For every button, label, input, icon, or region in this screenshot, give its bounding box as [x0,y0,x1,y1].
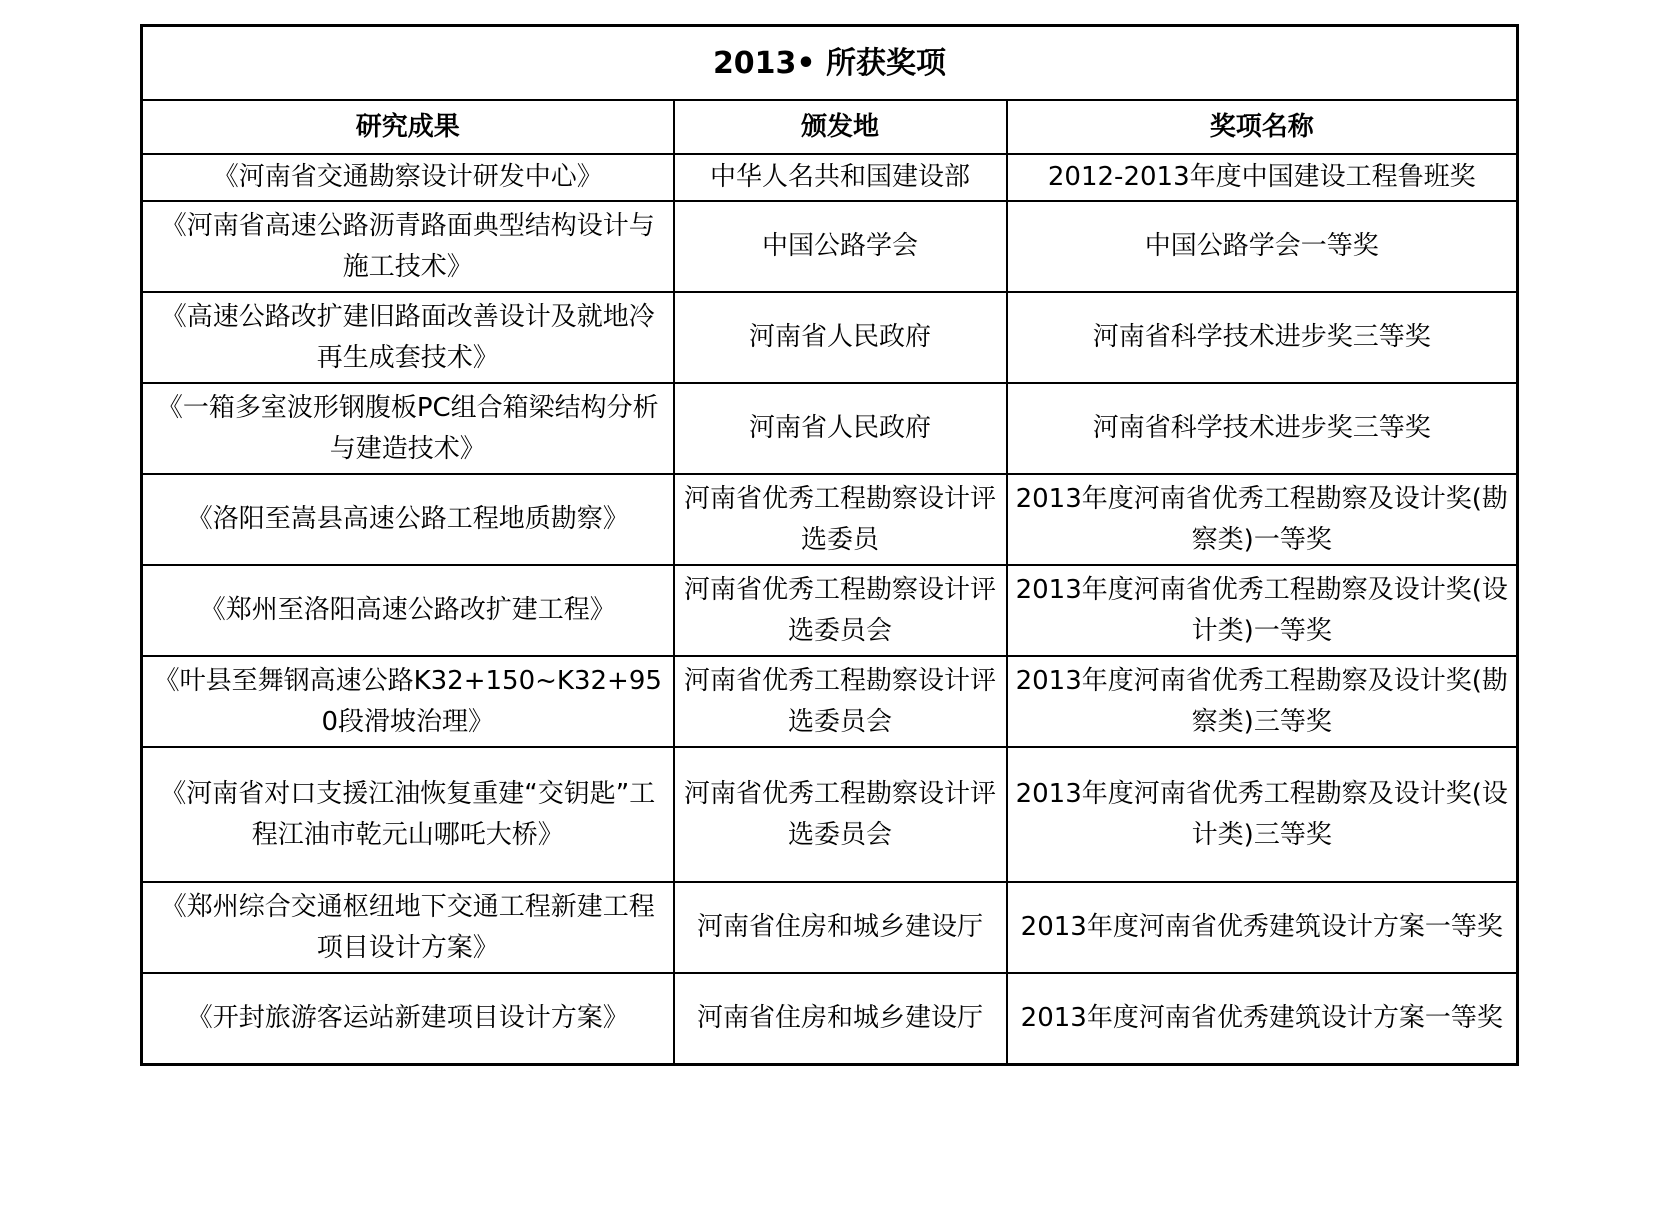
table-row [142,474,1518,565]
issuer-cell: 中国公路学会 [674,201,1007,292]
column-header-award: 奖项名称 [1007,100,1518,154]
achievement-cell: 《洛阳至嵩县高速公路工程地质勘察》 [142,474,674,565]
achievement-cell: 《郑州至洛阳高速公路改扩建工程》 [142,565,674,656]
table-row [142,747,1518,882]
award-cell: 2013年度河南省优秀建筑设计方案一等奖 [1007,973,1518,1065]
table-header-row [142,100,1518,154]
achievement-cell: 《一箱多室波形钢腹板PC组合箱梁结构分析与建造技术》 [142,383,674,474]
table-row [142,973,1518,1065]
award-cell: 河南省科学技术进步奖三等奖 [1007,383,1518,474]
award-cell: 2013年度河南省优秀工程勘察及设计奖(勘察类)三等奖 [1007,656,1518,747]
award-cell: 河南省科学技术进步奖三等奖 [1007,292,1518,383]
award-cell: 中国公路学会一等奖 [1007,201,1518,292]
achievement-cell: 《河南省交通勘察设计研发中心》 [142,154,674,201]
awards-table [140,24,1519,1066]
issuer-cell: 河南省人民政府 [674,383,1007,474]
table-row [142,154,1518,201]
issuer-cell: 河南省人民政府 [674,292,1007,383]
issuer-cell: 河南省住房和城乡建设厅 [674,882,1007,973]
award-cell: 2013年度河南省优秀建筑设计方案一等奖 [1007,882,1518,973]
issuer-cell: 河南省优秀工程勘察设计评选委员会 [674,747,1007,882]
issuer-cell: 河南省住房和城乡建设厅 [674,973,1007,1065]
award-cell: 2013年度河南省优秀工程勘察及设计奖(设计类)一等奖 [1007,565,1518,656]
award-cell: 2013年度河南省优秀工程勘察及设计奖(设计类)三等奖 [1007,747,1518,882]
table-title-row [142,26,1518,101]
achievement-cell: 《河南省对口支援江油恢复重建“交钥匙”工程江油市乾元山哪吒大桥》 [142,747,674,882]
column-header-issuer: 颁发地 [674,100,1007,154]
table-title: 2013• 所获奖项 [142,26,1518,101]
table-row [142,383,1518,474]
achievement-cell: 《河南省高速公路沥青路面典型结构设计与施工技术》 [142,201,674,292]
table-row [142,882,1518,973]
achievement-cell: 《郑州综合交通枢纽地下交通工程新建工程项目设计方案》 [142,882,674,973]
achievement-cell: 《叶县至舞钢高速公路K32+150~K32+950段滑坡治理》 [142,656,674,747]
issuer-cell: 河南省优秀工程勘察设计评选委员会 [674,565,1007,656]
issuer-cell: 河南省优秀工程勘察设计评选委员会 [674,656,1007,747]
achievement-cell: 《高速公路改扩建旧路面改善设计及就地冷再生成套技术》 [142,292,674,383]
table-row [142,292,1518,383]
award-cell: 2012-2013年度中国建设工程鲁班奖 [1007,154,1518,201]
table-row [142,565,1518,656]
table-row [142,201,1518,292]
issuer-cell: 中华人名共和国建设部 [674,154,1007,201]
award-cell: 2013年度河南省优秀工程勘察及设计奖(勘察类)一等奖 [1007,474,1518,565]
issuer-cell: 河南省优秀工程勘察设计评选委员 [674,474,1007,565]
column-header-achievement: 研究成果 [142,100,674,154]
table-row [142,656,1518,747]
achievement-cell: 《开封旅游客运站新建项目设计方案》 [142,973,674,1065]
